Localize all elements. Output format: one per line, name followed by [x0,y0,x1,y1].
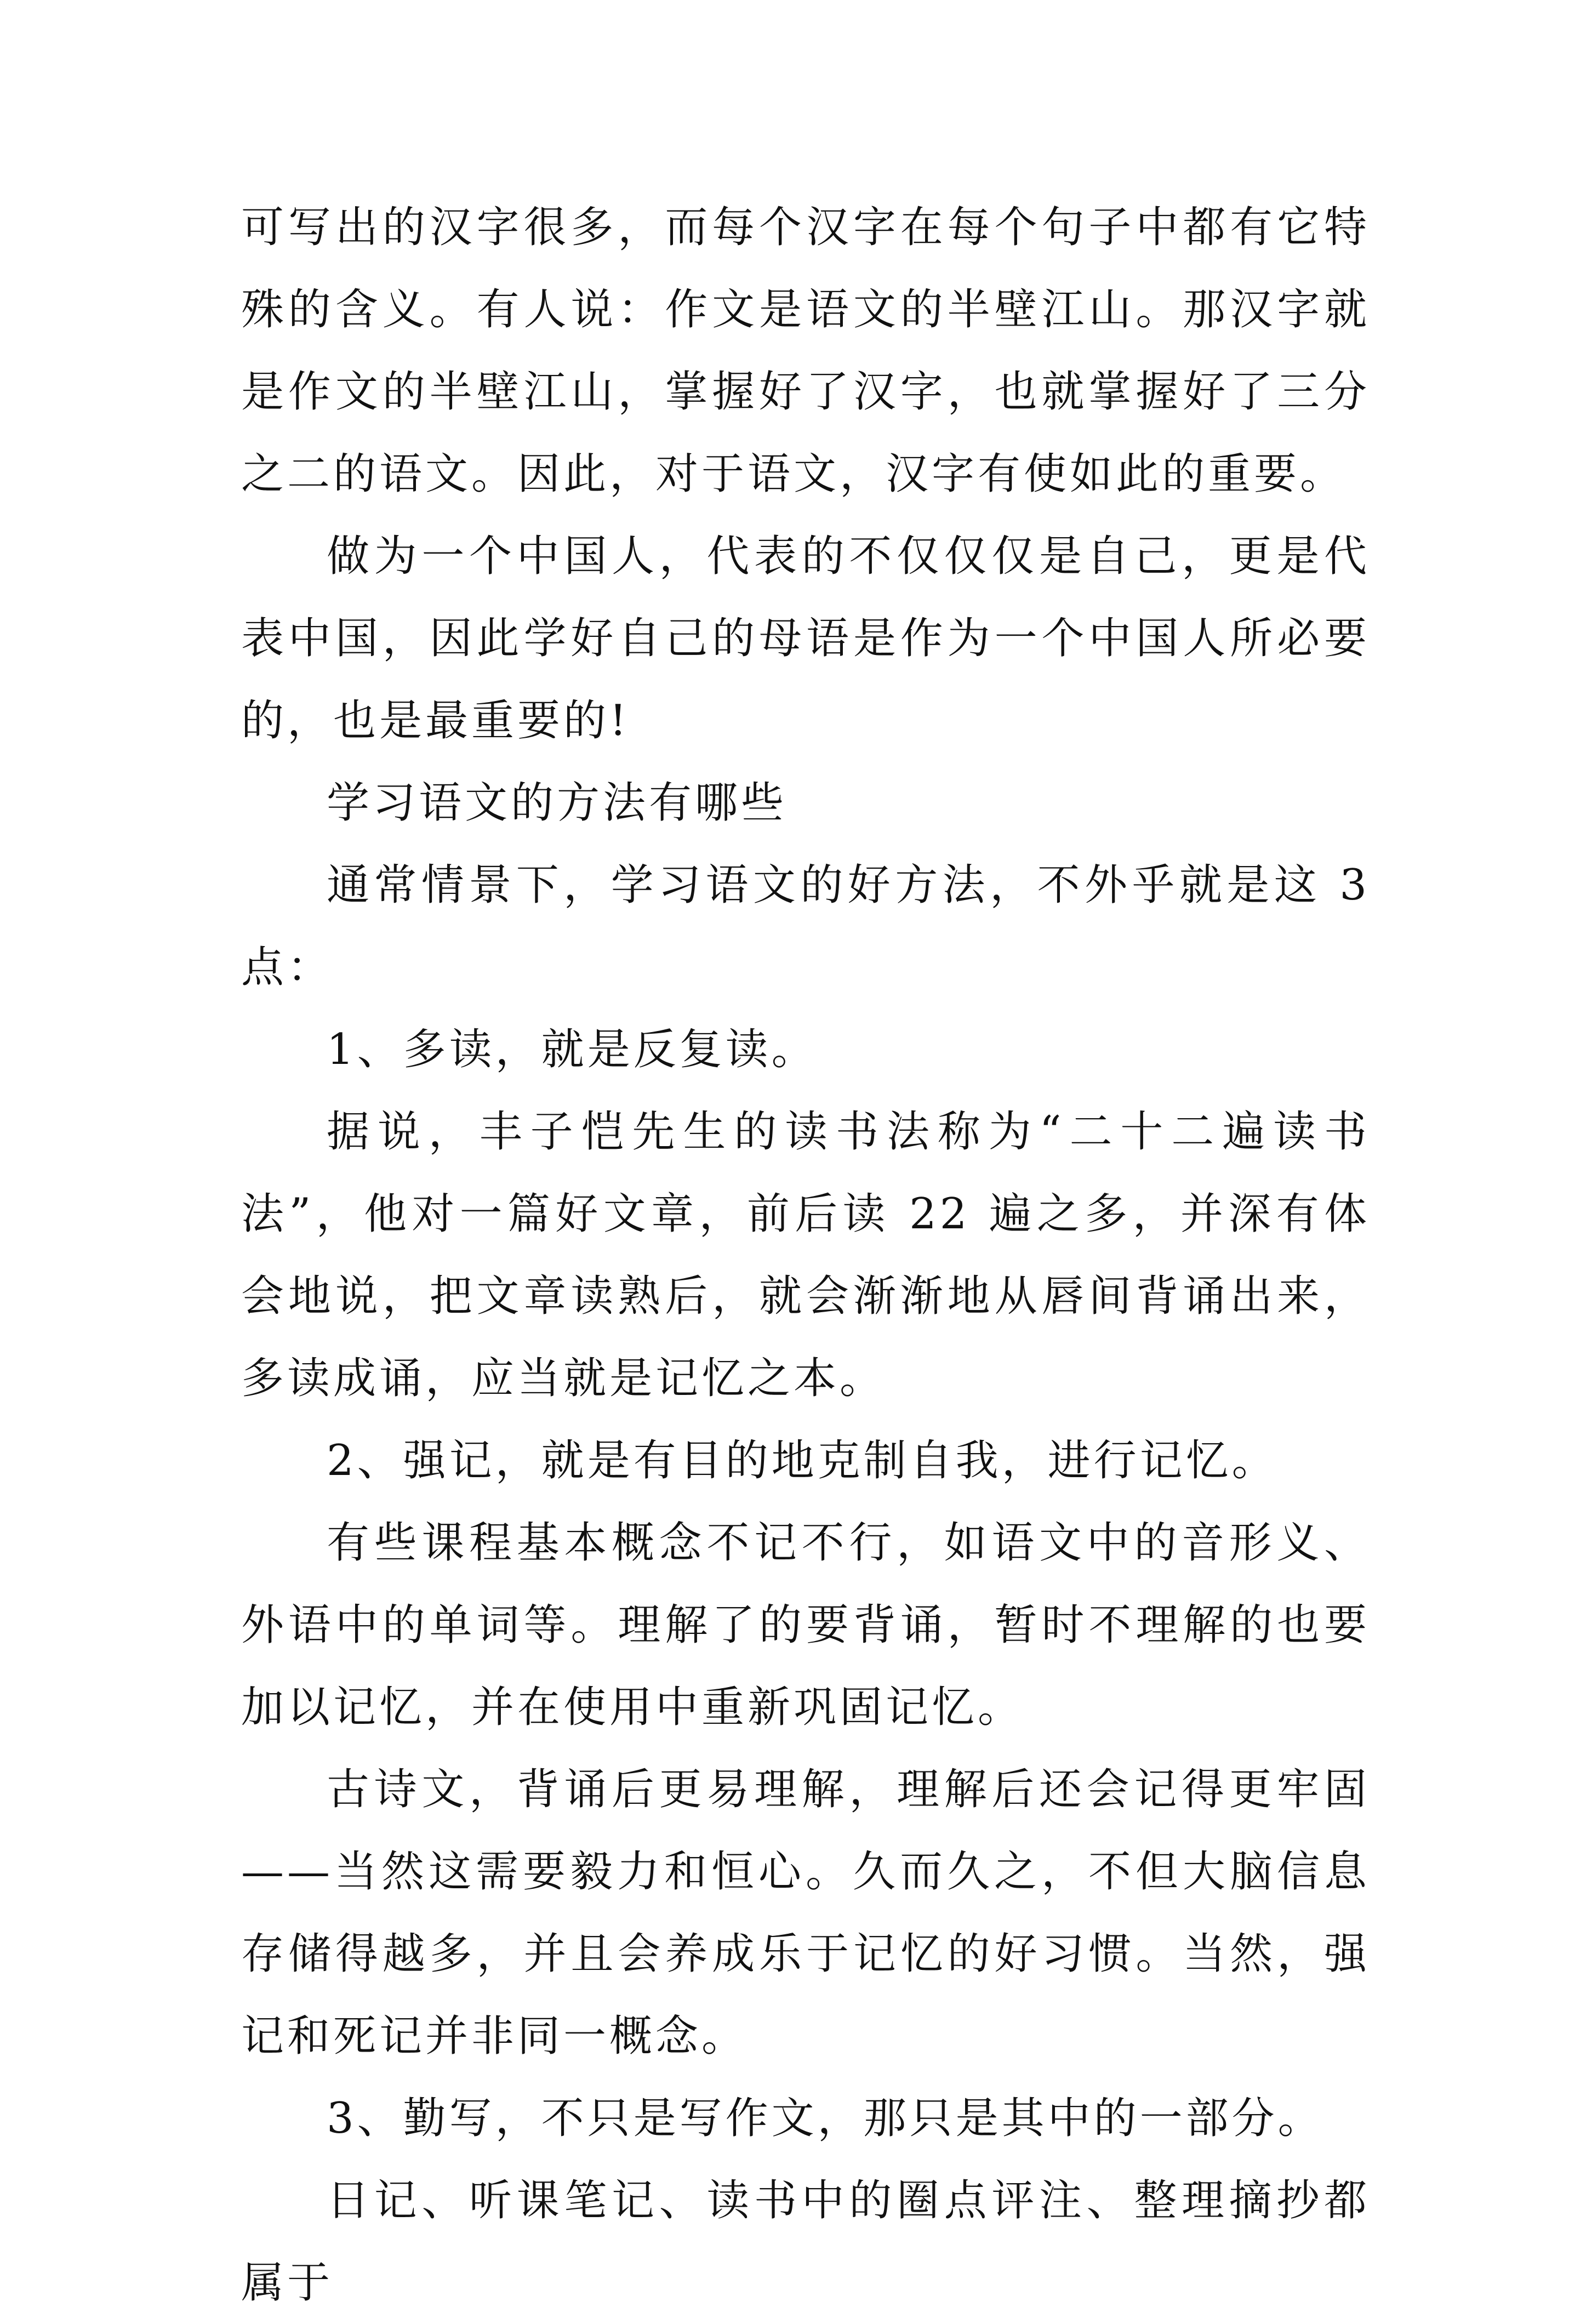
paragraph-mother-tongue: 做为一个中国人，代表的不仅仅仅是自己，更是代表中国，因此学好自己的母语是作为一个中国人所必要的，也是最重要的! [241,532,1370,745]
point-2-memorize: 2、强记，就是有目的地克制自我，进行记忆。 [327,1436,1278,1485]
paragraph-three-points: 通常情景下，学习语文的好方法，不外乎就是这 3 点： [241,861,1370,992]
paragraph-basic-concepts: 有些课程基本概念不记不行，如语文中的音形义、外语中的单词等。理解了的要背诵，暂时不理解的也要加以记忆，并在使用中重新巩固记忆。 [241,1518,1370,1732]
point-1-read-more: 1、多读，就是反复读。 [327,1025,818,1074]
section-heading-methods: 学习语文的方法有哪些 [327,778,788,828]
paragraph-feng-zikai: 据说，丰子恺先生的读书法称为“二十二遍读书法”，他对一篇好文章，前后读 22 遍之多，并深有体会地说，把文章读熟后，就会渐渐地从唇间背诵出来，多读成诵，应当就是记忆之本。 [241,1107,1370,1403]
paragraph-classical-poetry: 古诗文，背诵后更易理解，理解后还会记得更牢固——当然这需要毅力和恒心。久而久之，不但大脑信息存储得越多，并且会养成乐于记忆的好习惯。当然，强记和死记并非同一概念。 [241,1765,1370,2061]
paragraph-diary-notes: 日记、听课笔记、读书中的圈点评注、整理摘抄都属于 [241,2176,1370,2308]
document-body [241,186,1370,2324]
point-3-write-diligently: 3、勤写，不只是写作文，那只是其中的一部分。 [327,2094,1324,2143]
paragraph-hanzi-importance: 可写出的汉字很多，而每个汉字在每个句子中都有它特殊的含义。有人说：作文是语文的半壁江山。那汉字就是作文的半壁江山，掌握好了汉字，也就掌握好了三分之二的语文。因此，对于语文，汉字有使如此的重要。 [241,203,1370,499]
